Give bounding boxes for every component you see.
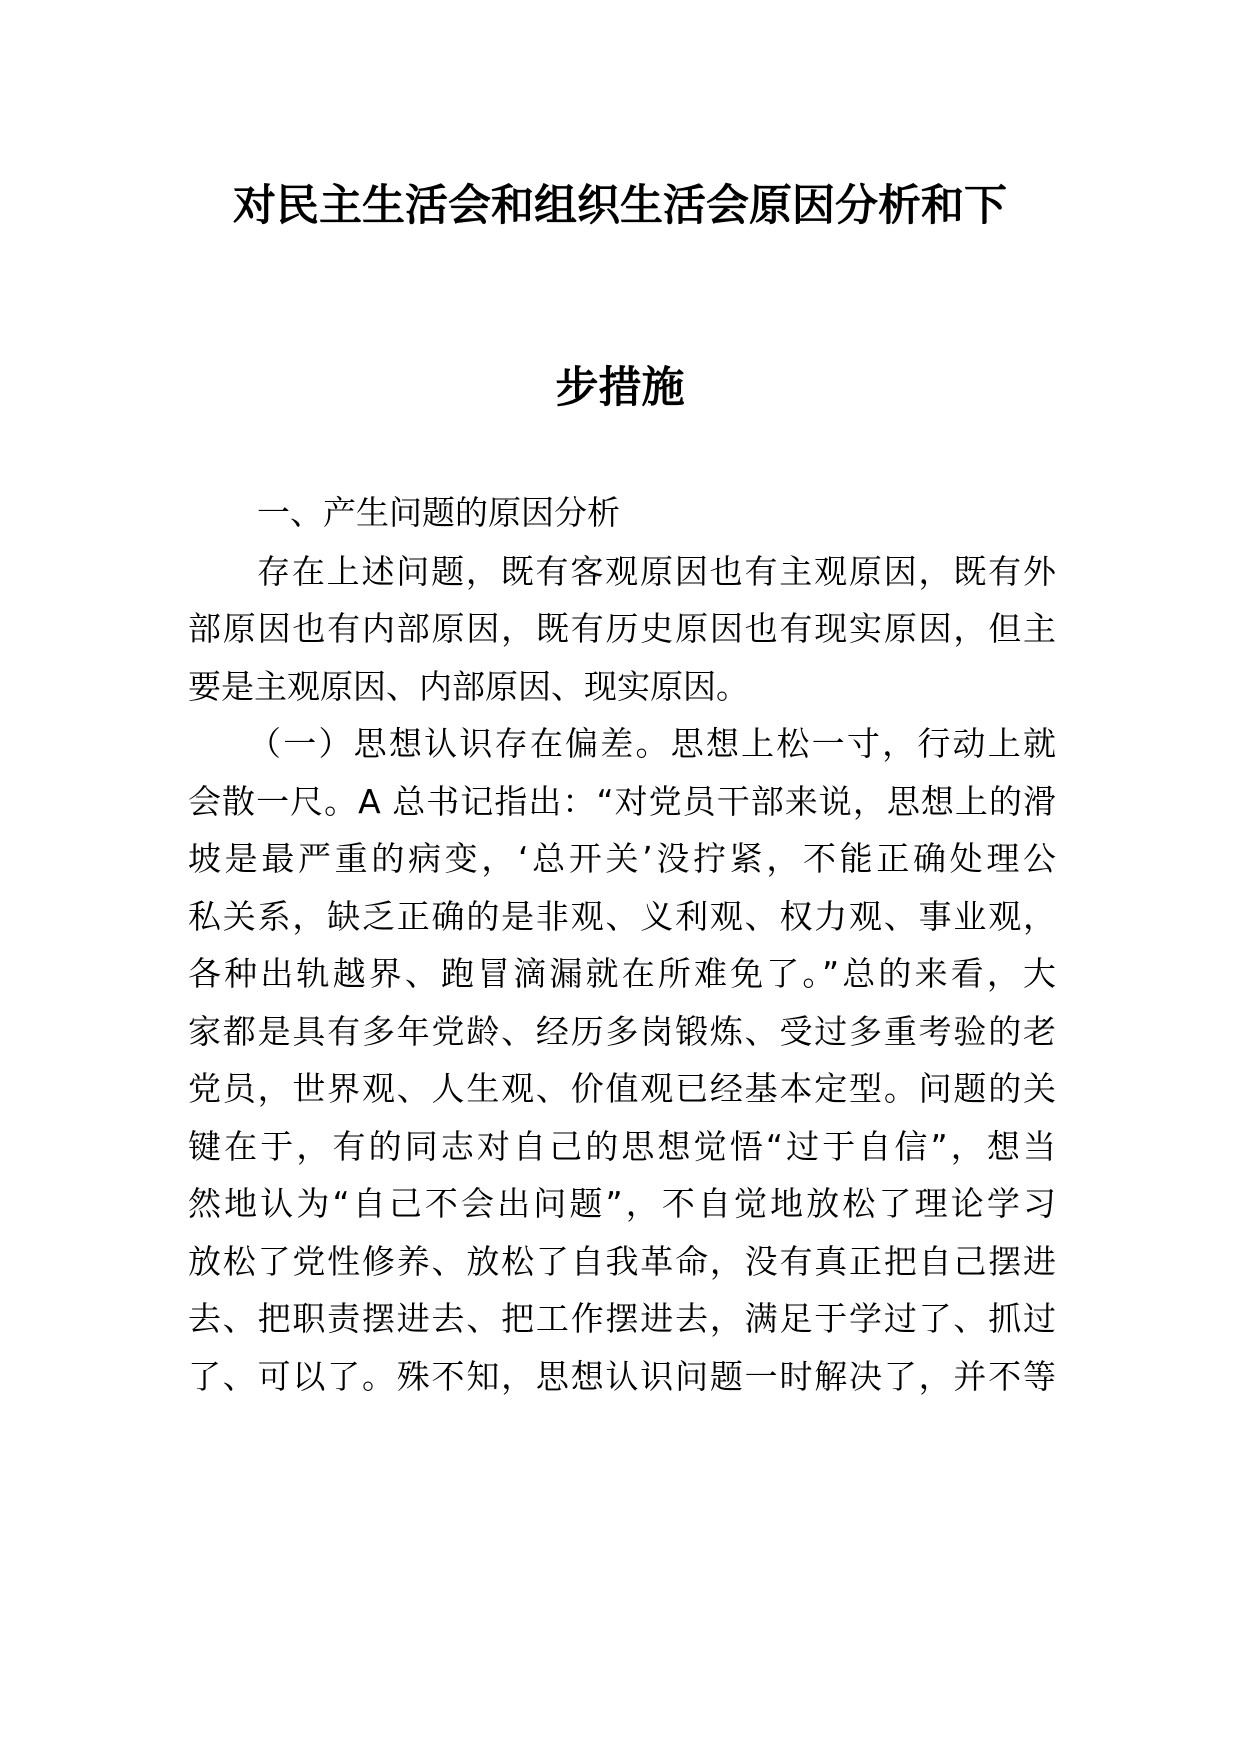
body-line-9: 家都是具有多年党龄、经历多岗锻炼、受过多重考验的老 [188,1012,1056,1051]
body-line-7: 私关系，缺乏正确的是非观、义利观、权力观、事业观， [188,897,1056,936]
body-line-4: （一）思想认识存在偏差。思想上松一寸，行动上就 [248,724,1056,763]
body-line-12: 然地认为“自己不会出问题”，不自觉地放松了理论学习 [188,1184,1056,1223]
body-line-13: 放松了党性修养、放松了自我革命，没有真正把自己摆进 [188,1242,1056,1281]
body-line-11: 键在于，有的同志对自己的思想觉悟“过于自信”，想当 [188,1127,1056,1166]
body-line-2: 部原因也有内部原因，既有历史原因也有现实原因，但主 [188,609,1056,648]
body-line-6: 坡是最严重的病变，‘总开关’没拧紧，不能正确处理公 [188,839,1056,878]
section-heading: 一、产生问题的原因分析 [257,493,620,532]
body-line-8: 各种出轨越界、跑冒滴漏就在所难免了。”总的来看，大 [188,954,1056,993]
document-title-line-2: 步措施 [555,363,685,413]
body-line-3: 要是主观原因、内部原因、现实原因。 [188,667,749,706]
document-title-line-1: 对民主生活会和组织生活会原因分析和下 [233,181,1007,231]
body-line-1: 存在上述问题，既有客观原因也有主观原因，既有外 [257,552,1056,591]
body-line-5: 会散一尺。A 总书记指出：“对党员干部来说，思想上的滑 [188,782,1056,821]
body-line-10: 党员，世界观、人生观、价值观已经基本定型。问题的关 [188,1069,1056,1108]
body-line-15: 了、可以了。殊不知，思想认识问题一时解决了，并不等 [188,1357,1056,1396]
body-line-14: 去、把职责摆进去、把工作摆进去，满足于学过了、抓过 [188,1299,1056,1338]
